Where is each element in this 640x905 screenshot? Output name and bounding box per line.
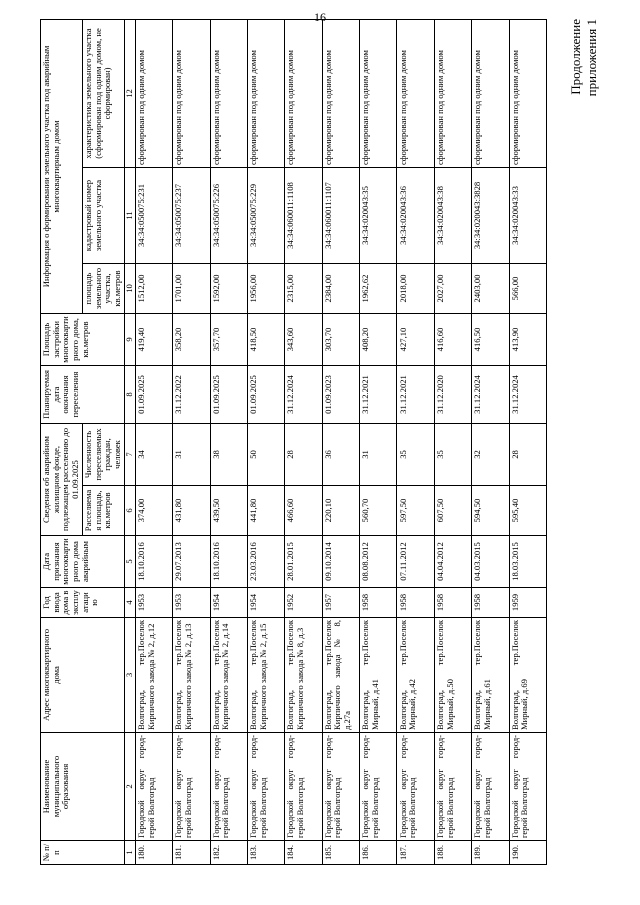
cadastral-number-cell: 34:34:060011:1108 xyxy=(285,167,322,263)
built-area-cell: 408,20 xyxy=(360,313,397,365)
header-land-group: Информация о формировании земельного участка под аварийным многоквартирным домом xyxy=(41,19,83,313)
commission-year-cell: 1953 xyxy=(173,588,210,618)
planned-date-cell: 31.12.2020 xyxy=(434,365,471,423)
land-area-cell: 566,00 xyxy=(509,263,546,313)
land-area-cell: 2384,00 xyxy=(322,263,359,313)
header-recognition-date: Дата признания многоквартирного дома аварийным xyxy=(41,536,125,588)
column-number: 6 xyxy=(124,486,135,536)
column-number: 11 xyxy=(124,167,135,263)
commission-year-cell: 1958 xyxy=(472,588,509,618)
residents-cell: 35 xyxy=(397,423,434,485)
commission-year-cell: 1952 xyxy=(285,588,322,618)
column-number: 4 xyxy=(124,588,135,618)
column-number: 12 xyxy=(124,19,135,167)
address-cell: Волгоград, тер.Поселок Мирный, д.69 xyxy=(509,618,546,733)
built-area-cell: 427,10 xyxy=(397,313,434,365)
built-area-cell: 418,50 xyxy=(247,313,284,365)
commission-year-cell: 1954 xyxy=(247,588,284,618)
column-number: 5 xyxy=(124,536,135,588)
header-municipality: Наименование муниципального образования xyxy=(41,733,125,841)
land-characteristic-cell: сформирован под одним домом xyxy=(210,19,247,167)
cadastral-number-cell: 34:34:020043:36 xyxy=(397,167,434,263)
column-number: 8 xyxy=(124,365,135,423)
table-body xyxy=(135,19,546,864)
cadastral-number-cell: 34:34:050075:237 xyxy=(173,167,210,263)
planned-date-cell: 31.12.2022 xyxy=(173,365,210,423)
planned-date-cell: 31.12.2024 xyxy=(509,365,546,423)
column-number: 7 xyxy=(124,423,135,485)
built-area-cell: 416,50 xyxy=(472,313,509,365)
land-area-cell: 1701,00 xyxy=(173,263,210,313)
residents-cell: 35 xyxy=(434,423,471,485)
municipality-cell: Городской округ город-герой Волгоград xyxy=(285,733,322,841)
land-characteristic-cell: сформирован под одним домом xyxy=(285,19,322,167)
land-area-cell: 2027,00 xyxy=(434,263,471,313)
row-number: 187. xyxy=(397,841,434,865)
municipality-cell: Городской округ город-герой Волгоград xyxy=(135,733,172,841)
commission-year-cell: 1958 xyxy=(360,588,397,618)
resettle-area-cell: 466,60 xyxy=(285,486,322,536)
address-cell: Волгоград, тер.Поселок Мирный, д.41 xyxy=(360,618,397,733)
built-area-cell: 303,70 xyxy=(322,313,359,365)
planned-date-cell: 01.09.2025 xyxy=(247,365,284,423)
municipality-cell: Городской округ город-герой Волгоград xyxy=(472,733,509,841)
table-row xyxy=(285,19,322,864)
column-number-row xyxy=(124,19,135,864)
row-number: 180. xyxy=(135,841,172,865)
column-number: 1 xyxy=(124,841,135,865)
row-number: 188. xyxy=(434,841,471,865)
address-cell: Волгоград, тер.Поселок Кирпичного завода № 8, д.27а xyxy=(322,618,359,733)
planned-date-cell: 01.09.2025 xyxy=(210,365,247,423)
column-number: 9 xyxy=(124,313,135,365)
header-cadastral: кадастровый номер земельного участка xyxy=(82,167,124,263)
header-built-area: Площадь застройки многоквартирного дома, кв.метров xyxy=(41,313,125,365)
built-area-cell: 413,90 xyxy=(509,313,546,365)
resettle-area-cell: 220,10 xyxy=(322,486,359,536)
commission-year-cell: 1957 xyxy=(322,588,359,618)
planned-date-cell: 31.12.2021 xyxy=(360,365,397,423)
address-cell: Волгоград, тер.Поселок Кирпичного завода № 2, д.13 xyxy=(173,618,210,733)
recognition-date-cell: 07.11.2012 xyxy=(397,536,434,588)
commission-year-cell: 1959 xyxy=(509,588,546,618)
recognition-date-cell: 08.08.2012 xyxy=(360,536,397,588)
header-emergency-group: Сведения об аварийном жилищном фонде, подлежащем расселению до 01.09.2025 xyxy=(41,423,83,535)
header-land-char: характеристика земельного участка (сформирован под одним домом, не сформирован) xyxy=(82,19,124,167)
column-number: 2 xyxy=(124,733,135,841)
planned-date-cell: 31.12.2024 xyxy=(285,365,322,423)
recognition-date-cell: 23.03.2016 xyxy=(247,536,284,588)
address-cell: Волгоград, тер.Поселок Кирпичного завода № 8, д.3 xyxy=(285,618,322,733)
resettle-area-cell: 594,50 xyxy=(472,486,509,536)
recognition-date-cell: 29.07.2013 xyxy=(173,536,210,588)
land-characteristic-cell: сформирован под одним домом xyxy=(434,19,471,167)
table-row xyxy=(360,19,397,864)
resettle-area-cell: 441,80 xyxy=(247,486,284,536)
address-cell: Волгоград, тер.Поселок Кирпичного завода № 2, д.14 xyxy=(210,618,247,733)
commission-year-cell: 1958 xyxy=(434,588,471,618)
column-number: 3 xyxy=(124,618,135,733)
address-cell: Волгоград, тер.Поселок Кирпичного завода № 2, д.12 xyxy=(135,618,172,733)
land-characteristic-cell: сформирован под одним домом xyxy=(322,19,359,167)
address-cell: Волгоград, тер.Поселок Мирный, д.42 xyxy=(397,618,434,733)
land-area-cell: 1512,00 xyxy=(135,263,172,313)
cadastral-number-cell: 34:34:050075:231 xyxy=(135,167,172,263)
header-planned-date: Планируемая дата окончания переселения xyxy=(41,365,125,423)
recognition-date-cell: 18.10.2016 xyxy=(135,536,172,588)
row-number: 183. xyxy=(247,841,284,865)
address-cell: Волгоград, тер.Поселок Мирный, д.50 xyxy=(434,618,471,733)
land-characteristic-cell: сформирован под одним домом xyxy=(397,19,434,167)
resettle-area-cell: 595,40 xyxy=(509,486,546,536)
built-area-cell: 416,60 xyxy=(434,313,471,365)
municipality-cell: Городской округ город-герой Волгоград xyxy=(247,733,284,841)
row-number: 185. xyxy=(322,841,359,865)
row-number: 182. xyxy=(210,841,247,865)
row-number: 190. xyxy=(509,841,546,865)
appendix-title: Продолжение приложения 1 xyxy=(568,19,599,97)
planned-date-cell: 01.09.2025 xyxy=(135,365,172,423)
table-row xyxy=(434,19,471,864)
commission-year-cell: 1954 xyxy=(210,588,247,618)
cadastral-number-cell: 34:34:050075:226 xyxy=(210,167,247,263)
cadastral-number-cell: 34:34:020043:3828 xyxy=(472,167,509,263)
address-cell: Волгоград, тер.Поселок Мирный, д.61 xyxy=(472,618,509,733)
cadastral-number-cell: 34:34:020043:33 xyxy=(509,167,546,263)
cadastral-number-cell: 34:34:020043:38 xyxy=(434,167,471,263)
recognition-date-cell: 09.10.2014 xyxy=(322,536,359,588)
header-land-area: площадь земельного участка, кв.метров xyxy=(82,263,124,313)
resettle-area-cell: 607,50 xyxy=(434,486,471,536)
residents-cell: 36 xyxy=(322,423,359,485)
table-row xyxy=(135,19,172,864)
land-area-cell: 1956,00 xyxy=(247,263,284,313)
resettle-area-cell: 374,00 xyxy=(135,486,172,536)
residents-cell: 28 xyxy=(285,423,322,485)
planned-date-cell: 31.12.2021 xyxy=(397,365,434,423)
recognition-date-cell: 04.03.2015 xyxy=(472,536,509,588)
built-area-cell: 343,60 xyxy=(285,313,322,365)
resettle-area-cell: 597,50 xyxy=(397,486,434,536)
municipality-cell: Городской округ город-герой Волгоград xyxy=(509,733,546,841)
residents-cell: 34 xyxy=(135,423,172,485)
resettle-area-cell: 560,70 xyxy=(360,486,397,536)
table-row xyxy=(247,19,284,864)
row-number: 181. xyxy=(173,841,210,865)
recognition-date-cell: 28.01.2015 xyxy=(285,536,322,588)
resettle-area-cell: 431,80 xyxy=(173,486,210,536)
table-row xyxy=(322,19,359,864)
land-area-cell: 1592,00 xyxy=(210,263,247,313)
header-num: № п/п xyxy=(41,841,125,865)
municipality-cell: Городской округ город-герой Волгоград xyxy=(322,733,359,841)
residents-cell: 31 xyxy=(360,423,397,485)
row-number: 184. xyxy=(285,841,322,865)
municipality-cell: Городской округ город-герой Волгоград xyxy=(210,733,247,841)
land-area-cell: 1962,62 xyxy=(360,263,397,313)
municipality-cell: Городской округ город-герой Волгоград xyxy=(434,733,471,841)
land-area-cell: 2315,00 xyxy=(285,263,322,313)
header-address: Адрес многоквартирного дома xyxy=(41,618,125,733)
table-row xyxy=(509,19,546,864)
commission-year-cell: 1953 xyxy=(135,588,172,618)
built-area-cell: 357,70 xyxy=(210,313,247,365)
municipality-cell: Городской округ город-герой Волгоград xyxy=(173,733,210,841)
planned-date-cell: 31.12.2024 xyxy=(472,365,509,423)
cadastral-number-cell: 34:34:020043:35 xyxy=(360,167,397,263)
header-residents: Численность переселяемых граждан, человек xyxy=(82,423,124,485)
residents-cell: 32 xyxy=(472,423,509,485)
table-row xyxy=(210,19,247,864)
land-area-cell: 2018,00 xyxy=(397,263,434,313)
page-number: 16 xyxy=(314,10,326,24)
table-row xyxy=(173,19,210,864)
land-area-cell: 2403,00 xyxy=(472,263,509,313)
land-characteristic-cell: сформирован под одним домом xyxy=(509,19,546,167)
emergency-housing-table xyxy=(40,19,547,865)
residents-cell: 50 xyxy=(247,423,284,485)
row-number: 186. xyxy=(360,841,397,865)
table-header xyxy=(41,19,136,864)
recognition-date-cell: 18.10.2016 xyxy=(210,536,247,588)
built-area-cell: 419,40 xyxy=(135,313,172,365)
recognition-date-cell: 04.04.2012 xyxy=(434,536,471,588)
row-number: 189. xyxy=(472,841,509,865)
table-row xyxy=(472,19,509,864)
municipality-cell: Городской округ город-герой Волгоград xyxy=(360,733,397,841)
header-resettle-area: Расселяемая площадь, кв.метров xyxy=(82,486,124,536)
commission-year-cell: 1958 xyxy=(397,588,434,618)
resettle-area-cell: 439,50 xyxy=(210,486,247,536)
municipality-cell: Городской округ город-герой Волгоград xyxy=(397,733,434,841)
header-year: Год ввода дома в эксплуатацию xyxy=(41,588,125,618)
built-area-cell: 358,20 xyxy=(173,313,210,365)
address-cell: Волгоград, тер.Поселок Кирпичного завода № 2, д.15 xyxy=(247,618,284,733)
land-characteristic-cell: сформирован под одним домом xyxy=(173,19,210,167)
table-row xyxy=(397,19,434,864)
cadastral-number-cell: 34:34:050075:229 xyxy=(247,167,284,263)
recognition-date-cell: 18.03.2015 xyxy=(509,536,546,588)
residents-cell: 28 xyxy=(509,423,546,485)
land-characteristic-cell: сформирован под одним домом xyxy=(472,19,509,167)
land-characteristic-cell: сформирован под одним домом xyxy=(135,19,172,167)
planned-date-cell: 01.09.2023 xyxy=(322,365,359,423)
land-characteristic-cell: сформирован под одним домом xyxy=(247,19,284,167)
residents-cell: 38 xyxy=(210,423,247,485)
column-number: 10 xyxy=(124,263,135,313)
land-characteristic-cell: сформирован под одним домом xyxy=(360,19,397,167)
cadastral-number-cell: 34:34:060011:1107 xyxy=(322,167,359,263)
residents-cell: 31 xyxy=(173,423,210,485)
